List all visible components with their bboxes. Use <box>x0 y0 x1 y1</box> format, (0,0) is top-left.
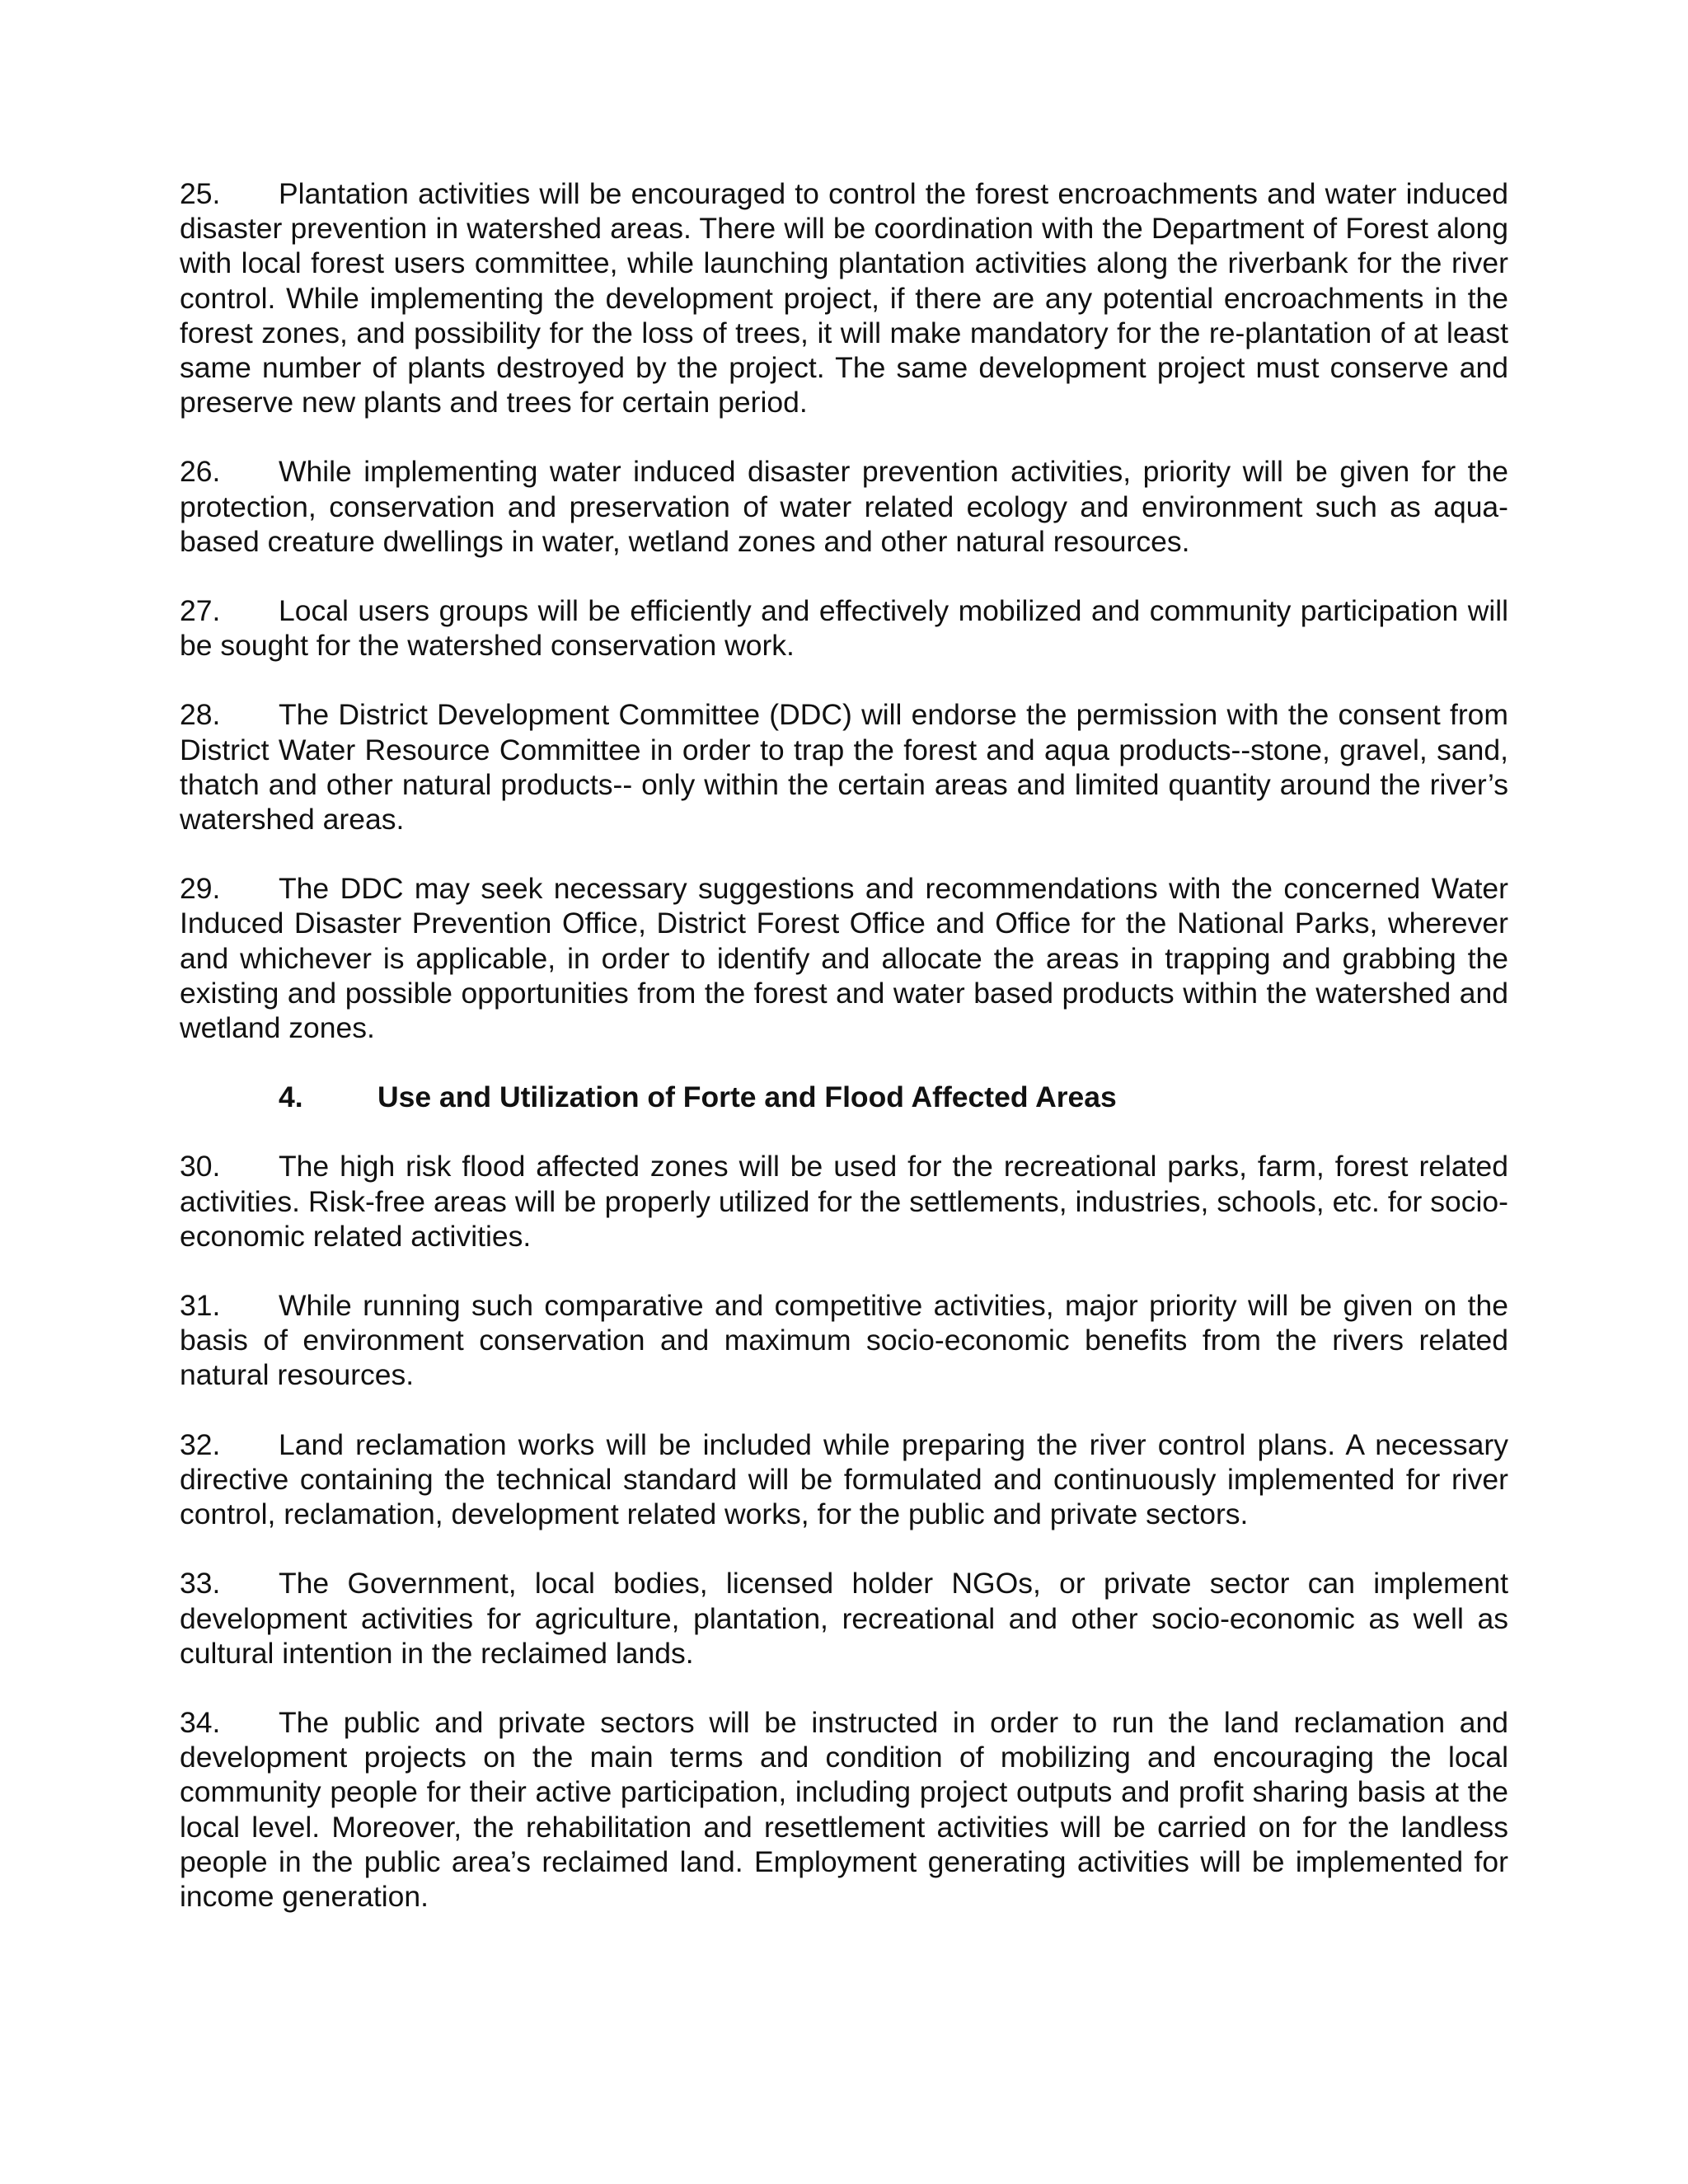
document-page <box>180 176 1508 1948</box>
paragraph-number: 26. <box>180 455 221 489</box>
paragraph-number: 28. <box>180 698 221 732</box>
paragraph-number: 32. <box>180 1427 221 1461</box>
paragraph-text: The public and private sectors will be instructed in order to run the land reclamation and development projects on the main terms and condition of mobilizing and encouraging the local community people for their active participation, including project outputs and profit sharing basis at the local level. Moreover, the rehabilitation and resettlement activities will be carried on for the landless people in the public area’s reclaimed land. Employment generating activities will be implemented for income generation. <box>180 1705 1508 1913</box>
paragraph-text: Land reclamation works will be included while preparing the river control plans. A necessary directive containing the technical standard will be formulated and continuously implemented for river control, reclamation, development related works, for the public and private sectors. <box>180 1427 1508 1531</box>
paragraph-30 <box>180 1149 1508 1254</box>
section-number: 4. <box>279 1080 303 1114</box>
paragraph-25 <box>180 176 1508 419</box>
paragraph-number: 30. <box>180 1150 221 1183</box>
paragraph-text: The high risk flood affected zones will be used for the recreational parks, farm, forest related activities. Risk-free areas will be properly utilized for the settlements, industries, schools, etc. for socio-economic related activities. <box>180 1150 1508 1253</box>
paragraph-text: While implementing water induced disaster prevention activities, priority will be given for the protection, conservation and preservation of water related ecology and environment such as aqua-based creature dwellings in water, wetland zones and other natural resources. <box>180 455 1508 558</box>
paragraph-29 <box>180 871 1508 1045</box>
paragraph-27 <box>180 593 1508 663</box>
paragraph-32 <box>180 1427 1508 1532</box>
paragraph-number: 25. <box>180 177 221 210</box>
section-heading <box>180 1080 1508 1114</box>
paragraph-text: The Government, local bodies, licensed holder NGOs, or private sector can implement development activities for agriculture, plantation, recreational and other socio-economic as well as cultural intention in the reclaimed lands. <box>180 1567 1508 1670</box>
paragraph-number: 31. <box>180 1289 221 1323</box>
paragraph-number: 33. <box>180 1567 221 1601</box>
paragraph-text: While running such comparative and competitive activities, major priority will be given on the basis of environment conservation and maximum socio-economic benefits from the rivers related natural resources. <box>180 1289 1508 1392</box>
paragraph-number: 34. <box>180 1705 221 1739</box>
paragraph-34 <box>180 1705 1508 1914</box>
paragraph-26 <box>180 454 1508 559</box>
paragraph-text: The District Development Committee (DDC) will endorse the permission with the consent from District Water Resource Committee in order to trap the forest and aqua products--stone, gravel, sand, thatch and other natural products-- only within the certain areas and limited quantity around the river’s watershed areas. <box>180 698 1508 837</box>
paragraph-28 <box>180 697 1508 837</box>
paragraph-text: Local users groups will be efficiently and effectively mobilized and community participation will be sought for the watershed conservation work. <box>180 594 1508 663</box>
paragraph-number: 29. <box>180 872 221 906</box>
paragraph-31 <box>180 1288 1508 1393</box>
paragraph-number: 27. <box>180 594 221 628</box>
paragraph-text: The DDC may seek necessary suggestions and recommendations with the concerned Water Induced Disaster Prevention Office, District Forest Office and Office for the National Parks, wherever and whichever is applicable, in order to identify and allocate the areas in trapping and grabbing the existing and possible opportunities from the forest and water based products within the watershed and wetland zones. <box>180 872 1508 1045</box>
section-title: Use and Utilization of Forte and Flood Affected Areas <box>377 1080 1117 1114</box>
paragraph-33 <box>180 1566 1508 1671</box>
paragraph-text: Plantation activities will be encouraged to control the forest encroachments and water induced disaster prevention in watershed areas. There will be coordination with the Department of Forest along with local forest users committee, while launching plantation activities along the riverbank for the river control. While implementing the development project, if there are any potential encroachments in the forest zones, and possibility for the loss of trees, it will make mandatory for the re-plantation of at least same number of plants destroyed by the project. The same development project must conserve and preserve new plants and trees for certain period. <box>180 177 1508 419</box>
